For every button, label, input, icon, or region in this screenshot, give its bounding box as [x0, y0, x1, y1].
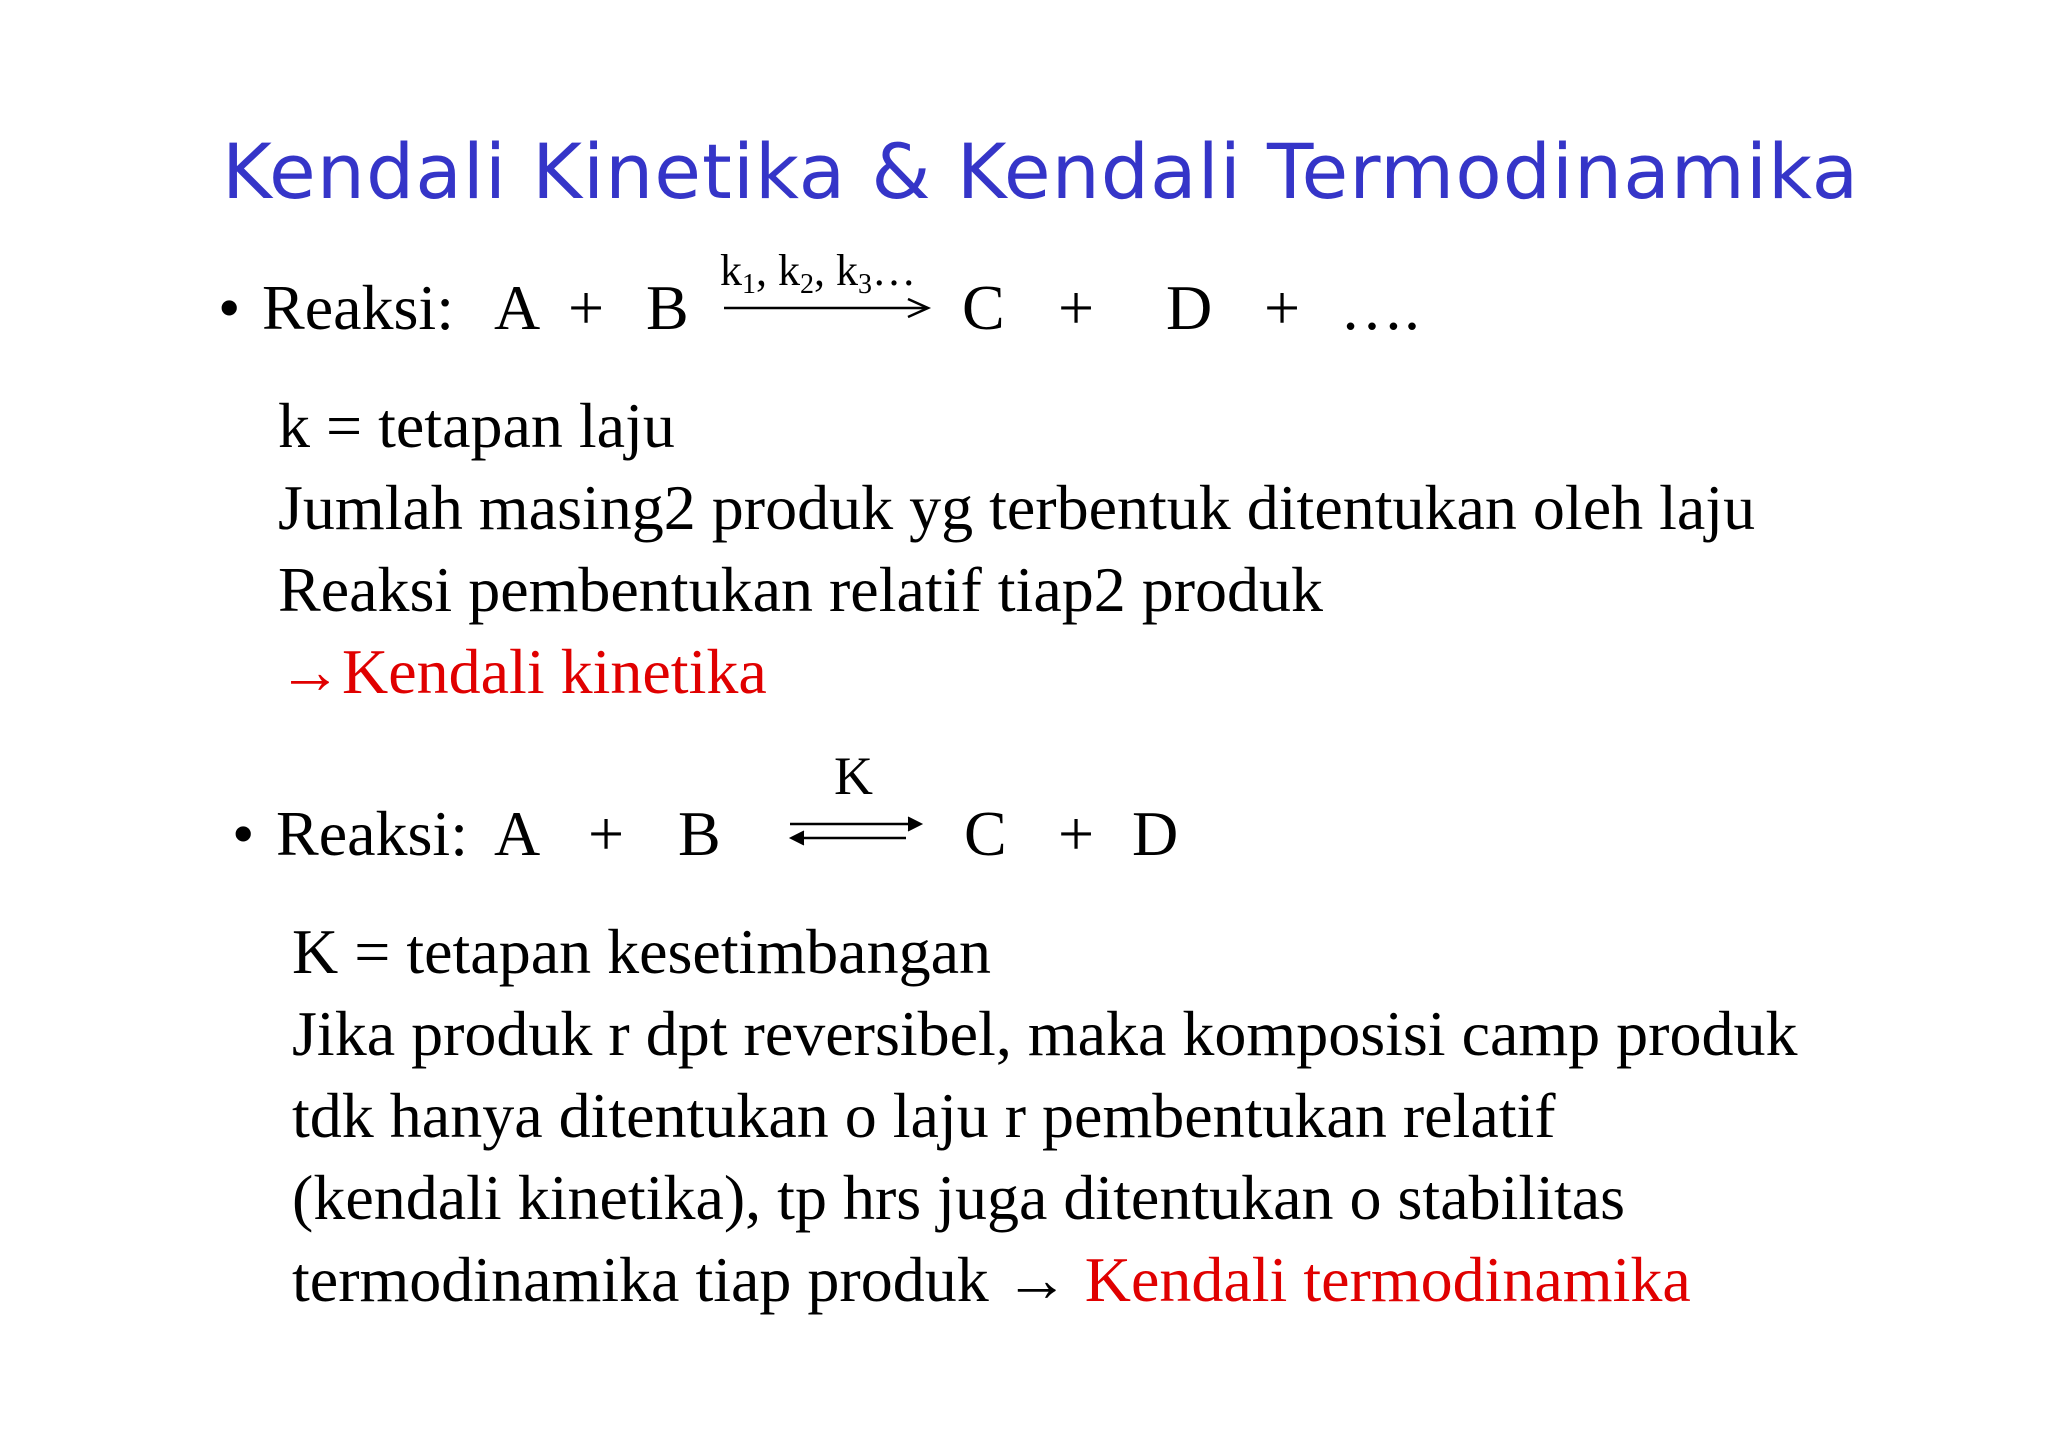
- product-d: D: [1166, 272, 1213, 343]
- slide-title: Kendali Kinetika & Kendali Termodinamika: [222, 127, 1860, 216]
- equilibrium-constant-label: K: [834, 746, 873, 806]
- plus-sign: +: [588, 798, 625, 869]
- thermo-line-2: Jika produk r dpt reversibel, maka komposisi camp produk: [292, 998, 1798, 1069]
- product-d: D: [1132, 798, 1179, 869]
- reaction-label: Reaksi:: [276, 798, 468, 869]
- reactant-a: A: [494, 272, 541, 343]
- kinetic-line-2: Jumlah masing2 produk yg terbentuk ditentukan oleh laju: [278, 472, 1756, 543]
- bullet: •: [218, 272, 241, 343]
- thermo-line-5: [292, 1238, 1691, 1322]
- forward-arrow-icon: [722, 296, 932, 320]
- rate-constant-definition: k = tetapan laju: [278, 390, 675, 461]
- equilibrium-constant-definition: K = tetapan kesetimbangan: [292, 916, 991, 987]
- bullet: •: [232, 798, 255, 869]
- plus-sign: +: [568, 272, 605, 343]
- reaction-label: Reaksi:: [262, 272, 454, 343]
- kinetic-line-3: Reaksi pembentukan relatif tiap2 produk: [278, 554, 1324, 625]
- kinetic-control-label: Kendali kinetika: [342, 636, 767, 707]
- thermodynamic-control-label: Kendali termodinamika: [1084, 1244, 1691, 1315]
- thermo-line-4: (kendali kinetika), tp hrs juga ditentukan o stabilitas: [292, 1162, 1626, 1233]
- product-c: C: [964, 798, 1007, 869]
- plus-sign: +: [1058, 272, 1095, 343]
- kinetic-control-conclusion: [278, 630, 767, 714]
- right-arrow-icon: →: [278, 636, 342, 707]
- thermo-line-3: tdk hanya ditentukan o laju r pembentukan relatif: [292, 1080, 1556, 1151]
- ellipsis: ….: [1340, 272, 1420, 343]
- plus-sign: +: [1058, 798, 1095, 869]
- reactant-a: A: [494, 798, 541, 869]
- reactant-b: B: [678, 798, 721, 869]
- plus-sign: +: [1264, 272, 1301, 343]
- thermo-line-5-prefix: termodinamika tiap produk →: [292, 1244, 1085, 1315]
- reactant-b: B: [646, 272, 689, 343]
- equilibrium-arrow-icon: [786, 812, 926, 852]
- product-c: C: [962, 272, 1005, 343]
- rate-constants-label: $k_1$, $k_2$, $k_3\dots$: [720, 246, 916, 300]
